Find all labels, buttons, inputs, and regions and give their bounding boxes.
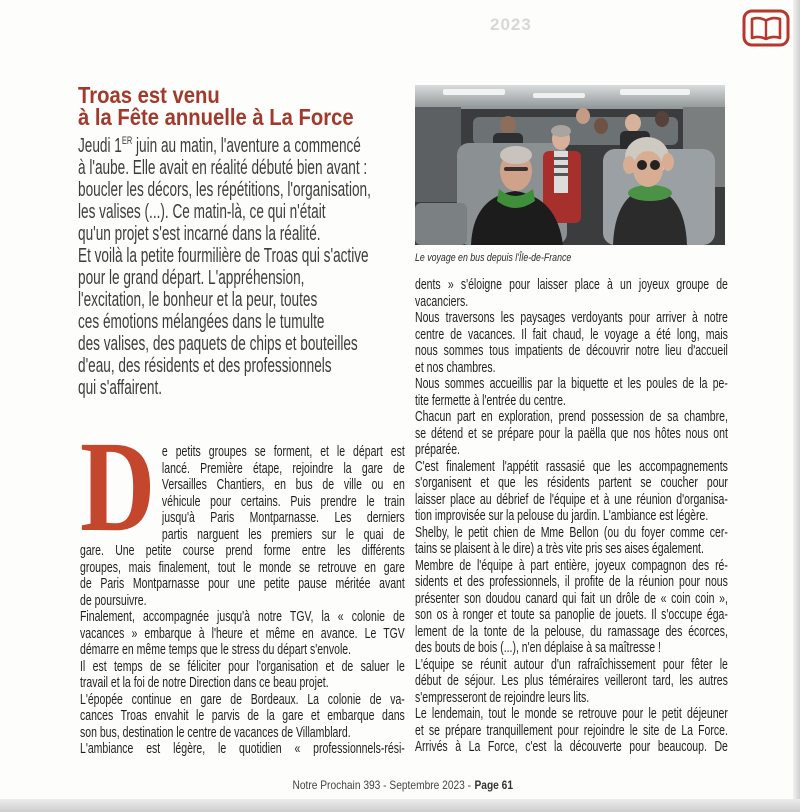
ceiling-light xyxy=(620,89,690,95)
footer-text xyxy=(293,778,514,792)
lead-line: boucler les décors, les répétitions, l'organisation, xyxy=(78,179,371,201)
passenger-head-back xyxy=(576,108,590,124)
body-line: travail et la foi de notre Direction dans ce beau projet. xyxy=(80,675,329,691)
body-line: partis narguent les premiers sur le quai de xyxy=(161,526,405,543)
body-line: e petits groupes se forment, et le départ est xyxy=(161,444,405,460)
shirt-stripe xyxy=(554,165,568,168)
body-line: se détend et se prépare pour la paëlla que nos hôtes nous ont xyxy=(415,425,728,442)
body-paragraph xyxy=(415,706,728,756)
body-line: Chacun part en exploration, prend possession de sa chambre, xyxy=(415,409,728,425)
passenger-head-back xyxy=(500,116,516,134)
passenger-head-back xyxy=(655,111,669,127)
green-scarf xyxy=(628,185,672,201)
page-number: Page 61 xyxy=(474,778,514,792)
seat-foreground xyxy=(415,203,467,245)
ceiling-light xyxy=(443,89,505,95)
column-left xyxy=(80,444,405,758)
body-line: laisser place au débrief de l'équipe et à une réunion d'organisa- xyxy=(415,491,728,508)
lead-line: les valises (...). Ce matin-là, ce qui n'était xyxy=(78,201,326,223)
body-line: dents » s'éloigne pour laisser place à un joyeux groupe de xyxy=(415,277,728,293)
article-title-line: Troas est venu xyxy=(78,82,220,108)
body-paragraph xyxy=(415,376,728,409)
lead-text: juin au matin, l'aventure a commencé xyxy=(132,135,361,157)
lead-line: qu'un projet s'est incarné dans la réalité. xyxy=(78,223,321,245)
ordinal-superscript: ER xyxy=(121,135,133,147)
page-footer xyxy=(6,778,800,792)
body-line: tite fermette à l'entrée du centre. xyxy=(415,392,566,409)
body-line: Membre de l'équipe à part entière, joyeux compagnon des ré- xyxy=(415,557,728,574)
body-paragraph xyxy=(415,657,728,707)
body-line: jusqu'à Paris Montparnasse. Les derniers xyxy=(161,510,405,526)
glasses xyxy=(504,167,528,171)
body-paragraph xyxy=(415,310,728,376)
body-line: lancé. Première étape, rejoindre la gare de xyxy=(161,460,405,477)
passenger-hair xyxy=(551,125,571,137)
bus-photo xyxy=(415,85,725,245)
book-icon-graphic xyxy=(742,9,790,47)
body-line: Nous traversons les paysages verdoyants pour arriver à notre xyxy=(415,310,728,326)
lead-paragraph xyxy=(78,135,377,399)
column-right xyxy=(415,277,728,756)
lead-line: l'excitation, le bonheur et la peur, toutes xyxy=(78,289,318,311)
body-line: son bus, destination le centre de vacances de Villamblard. xyxy=(80,724,351,741)
lead-line: d'eau, des résidents et des professionnels xyxy=(78,355,332,377)
body-line: véhicule pour certains. Puis prendre le train xyxy=(161,493,405,510)
body-line: Versailles Chantiers, en bus de ville ou en xyxy=(161,477,405,493)
body-line: démarre en même temps que le stress du départ s'envole. xyxy=(80,642,352,658)
body-line: Il est temps de se féliciter pour l'organisation et de saluer le xyxy=(80,658,405,675)
lead-line: qui s'affairent. xyxy=(78,377,163,399)
body-line: lement de la tonte de la pelouse, du ramassage des écorces, xyxy=(415,623,728,640)
body-paragraph xyxy=(415,409,728,459)
lead-line: à l'aube. Elle avait en réalité débuté bien avant : xyxy=(78,157,368,179)
glasses xyxy=(637,160,647,170)
body-line: Nous sommes accueillis par la biquette et les poules de la pe- xyxy=(415,376,728,392)
footer-issue: Notre Prochain 393 - Septembre 2023 - xyxy=(292,778,472,792)
body-line: présenter son doudou canard qui fait un drôle de « coin coin », xyxy=(415,590,728,607)
hand xyxy=(623,156,635,174)
glasses xyxy=(650,160,660,170)
passenger-head-woman xyxy=(633,151,663,187)
body-line: sidents et des professionnels, il profite de la réunion pour nous xyxy=(415,574,728,590)
body-line: Shelby, le petit chien de Mme Bellon (ou du foyer comme cer- xyxy=(415,524,728,541)
lead-line: pour le grand départ. L'appréhension, xyxy=(78,267,305,289)
photo-caption: Le voyage en bus depuis l'Île-de-France xyxy=(415,252,572,264)
body-line: cances Troas envahit le parvis de la gare et embarque dans xyxy=(80,708,405,724)
body-paragraph xyxy=(80,609,405,659)
body-line: L'équipe se réunit autour d'un rafraîchissement pour fêter le xyxy=(415,656,728,673)
body-line: vacances » embarque à l'heure et même en avance. Le TGV xyxy=(80,625,405,642)
body-line: gare. Une petite course prend forme entre les différents xyxy=(80,543,405,559)
body-paragraph xyxy=(415,277,728,310)
shirt-stripe xyxy=(554,157,568,160)
lead-line: ces émotions mélangées dans le tumulte xyxy=(78,311,325,333)
body-line: Arrivés à La Force, c'est la découverte pour beaucoup. De xyxy=(415,739,728,755)
body-line: tion improvisée sur la pelouse du jardin. L'ambiance est légère. xyxy=(415,508,709,524)
body-paragraph xyxy=(415,558,728,657)
body-line: s'empresseront de rejoindre leurs lits. xyxy=(415,689,590,706)
passenger-hair xyxy=(500,146,532,164)
body-line: préparée. xyxy=(415,442,460,458)
drop-cap-letter: D xyxy=(80,430,156,540)
passenger-head-back xyxy=(625,114,641,132)
passenger-head-back xyxy=(594,118,608,134)
body-line: Finalement, accompagnée jusqu'à notre TGV, la « colonie de xyxy=(80,609,405,625)
article-title xyxy=(78,84,354,128)
body-line: et se prépare tranquillement pour rejoindre le site de La Force. xyxy=(415,722,728,739)
ceiling-light xyxy=(533,93,585,98)
body-line: de Paris Montparnasse pour une petite pause méritée avant xyxy=(80,576,405,592)
body-line: des bouts de bois (...), n'en déplaise à sa maîtresse ! xyxy=(415,640,661,656)
body-line: C'est finalement l'appétit rassasié que les accompagnements xyxy=(415,458,728,475)
body-line: nous sommes tous impatients de découvrir notre lieu d'accueil xyxy=(415,343,728,359)
lead-text: Jeudi 1 xyxy=(78,135,122,157)
body-line: Le lendemain, tout le monde se retrouve pour le petit déjeuner xyxy=(415,706,728,722)
article-title-line: à la Fête annuelle à La Force xyxy=(78,104,354,130)
scan-edge-right xyxy=(793,0,800,812)
body-line: vacanciers. xyxy=(415,293,469,310)
lead-line: Et voilà la petite fourmilière de Troas qui s'active xyxy=(78,245,369,267)
body-line: de poursuivre. xyxy=(80,592,147,609)
body-line: et nos chambres. xyxy=(415,359,496,376)
body-paragraph xyxy=(80,659,405,692)
scan-edge-bottom xyxy=(0,799,800,812)
body-line: centre de vacances. Il fait chaud, le voyage a été long, mais xyxy=(415,326,728,343)
body-paragraph xyxy=(415,459,728,525)
book-icon xyxy=(742,9,790,47)
body-line: début de séjour. Les plus téméraires veilleront tard, les autres xyxy=(415,673,728,689)
body-paragraph xyxy=(80,692,405,742)
body-line: s'organisent et que les résidents partent se coucher pour xyxy=(415,475,728,491)
body-paragraph xyxy=(415,525,728,558)
body-paragraph xyxy=(80,444,405,609)
body-line: groupes, mais finalement, tout le monde se retrouve en gare xyxy=(80,559,405,576)
body-line: L'épopée continue en gare de Bordeaux. La colonie de va- xyxy=(80,691,405,708)
body-line: son os à ronger et toute sa panoplie de jouets. Il s'occupe éga- xyxy=(415,607,728,623)
body-line: L'ambiance est légère, le quotidien « professionnels-rési- xyxy=(80,741,405,757)
hand xyxy=(662,153,674,171)
lead-line: des valises, des paquets de chips et bouteilles xyxy=(78,333,358,355)
shirt-stripe xyxy=(554,173,568,176)
body-line: tains se plaisent à le dire) a très vite pris ses aises également. xyxy=(415,541,704,557)
lead-line xyxy=(78,135,377,157)
bus-window-left xyxy=(415,107,461,202)
body-paragraph xyxy=(80,741,405,758)
bus-photo-graphic xyxy=(415,85,725,245)
bleed-through-text: 2023 xyxy=(490,15,532,34)
